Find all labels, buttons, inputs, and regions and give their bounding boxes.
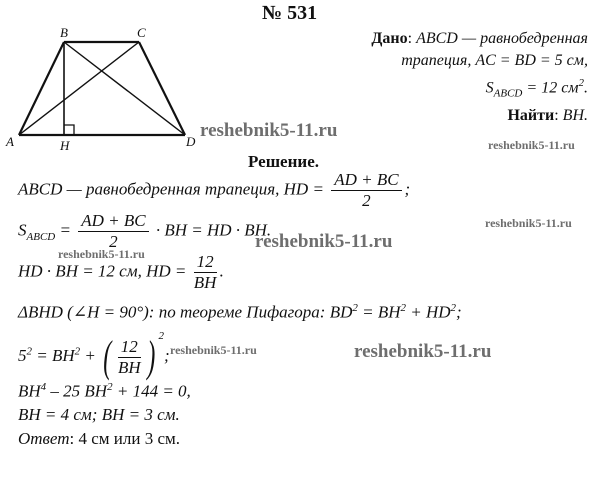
solution-line-5: $5^2 = BH^2$ + ( $\frac{12}{BH}$ ) $^2$; [18,330,170,382]
vertex-label-b: B [60,25,68,40]
given-label: Дано [371,30,408,47]
problem-number: № 531 [262,2,318,24]
solution-line-7: BH = 4 см; BH = 3 см. [18,405,180,424]
solution-heading: Решение. [248,152,319,171]
solution-line-6: $BH^4 - 25$ $BH^2 + 144 = 0$, [18,381,191,401]
given-line-2: трапеция, AC = BD = 5 см, [401,52,588,69]
diagonal-bd [64,42,185,135]
watermark-small: reshebnik5-11.ru [488,138,575,152]
given-line-3: $S_{ABCD} = 12$ $см^2$. [485,77,588,100]
vertex-label-h: H [60,138,70,153]
given-block: Дано: ABCD — равнобедренная трапеция, AC = BD = 5 см, $S_{ABCD} = 12$ $см^2$. Найти: BH. [371,30,588,124]
vertex-label-d: D [186,134,196,149]
given-line-1: ABCD — равнобедренная [416,30,588,47]
answer-label: Ответ [18,429,70,448]
watermark-small: reshebnik5-11.ru [58,247,145,261]
find-value: BH. [562,106,588,124]
right-angle-mark [64,125,74,135]
vertex-label-c: C [137,25,146,40]
trapezoid-right-side [139,42,185,135]
solution-line-2: $S_{ABCD}$ = $\frac{AD + BC}{2}$ · BH = HD · BH. [18,211,272,251]
watermark: reshebnik5-11.ru [200,120,338,141]
find-label: Найти [507,106,555,124]
diagonal-ac [19,42,139,135]
trapezoid-figure [0,22,215,162]
solution-line-3: HD · BH = 12 см, HD = $\frac{12}{BH}$ . [18,252,224,292]
watermark-small: reshebnik5-11.ru [170,343,257,357]
solution-line-4: ΔBHD (∠H = 90°): по теореме Пифагора: $BD^2 = BH^2 + HD^2$; [18,302,462,322]
answer-line: Ответ: 4 см или 3 см. [18,429,181,448]
watermark-small: reshebnik5-11.ru [485,216,572,230]
trapezoid-left-side [19,42,64,135]
solution-line-1: ABCD — равнобедренная трапеция, HD = $\frac{AD + BC}{2}$ ; [18,170,411,210]
watermark: reshebnik5-11.ru [354,341,492,362]
vertex-label-a: A [6,134,14,149]
watermark: reshebnik5-11.ru [255,231,393,252]
